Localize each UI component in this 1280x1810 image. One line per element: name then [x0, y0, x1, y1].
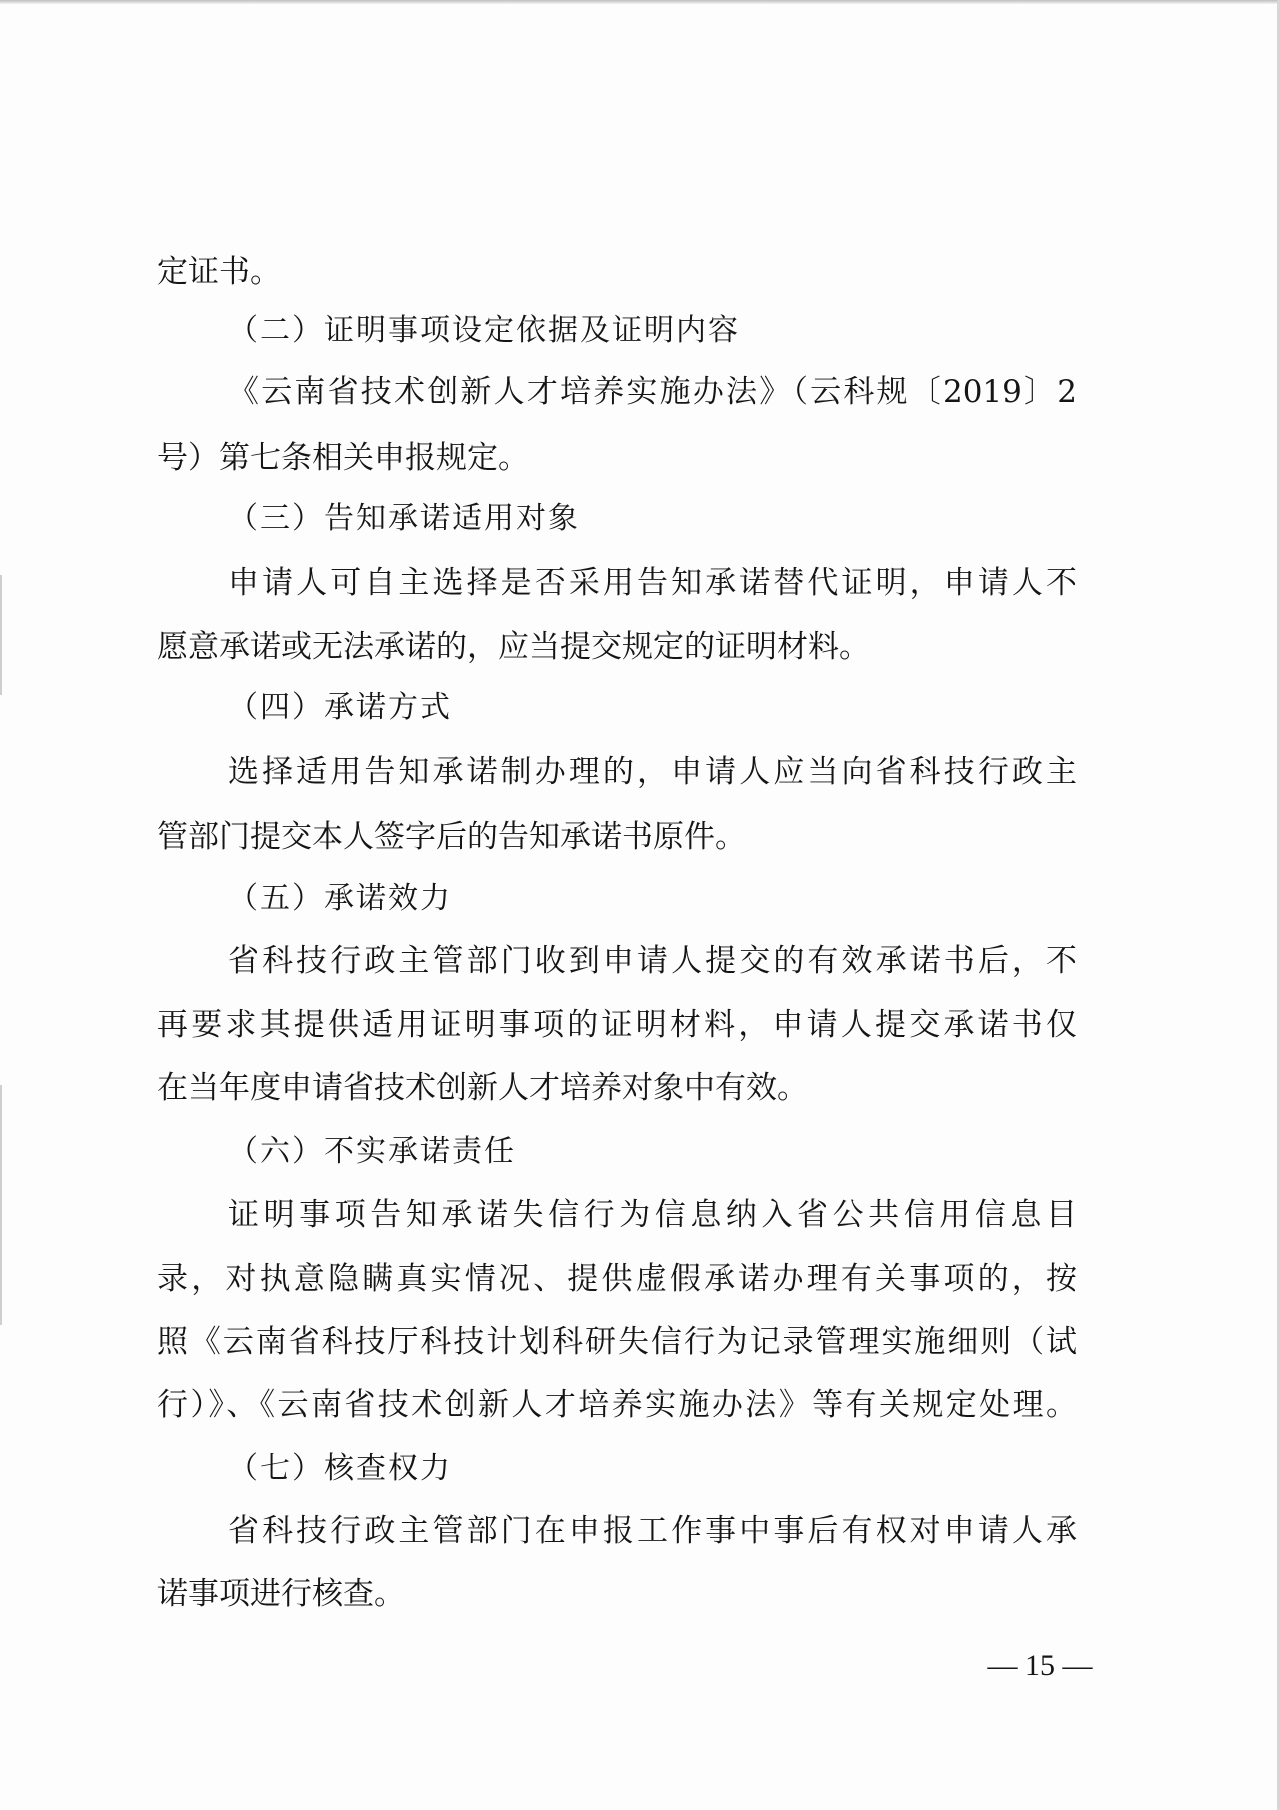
body-line: 号）第七条相关申报规定。 — [157, 440, 529, 476]
section-heading: （四）承诺方式 — [228, 690, 452, 725]
page-number: — 15 — — [987, 1649, 1093, 1682]
body-line: 申请人可自主选择是否采用告知承诺替代证明，申请人不 — [228, 565, 1077, 601]
scan-edge — [0, 0, 1280, 4]
body-line: 录，对执意隐瞒真实情况、提供虚假承诺办理有关事项的，按 — [157, 1261, 1077, 1297]
section-heading: （三）告知承诺适用对象 — [228, 501, 580, 536]
body-line: 照《云南省科技厅科技计划科研失信行为记录管理实施细则（试 — [157, 1324, 1077, 1360]
body-line: 再要求其提供适用证明事项的证明材料，申请人提交承诺书仅 — [157, 1007, 1077, 1043]
body-line: 《云南省技术创新人才培养实施办法》（云科规〔2019〕2 — [228, 374, 1077, 410]
body-line: 省科技行政主管部门在申报工作事中事后有权对申请人承 — [228, 1513, 1077, 1549]
body-line: 选择适用告知承诺制办理的，申请人应当向省科技行政主 — [228, 754, 1077, 790]
section-heading: （五）承诺效力 — [228, 881, 452, 916]
section-heading: （二）证明事项设定依据及证明内容 — [228, 313, 740, 348]
body-line: 在当年度申请省技术创新人才培养对象中有效。 — [157, 1070, 808, 1106]
body-line: 证明事项告知承诺失信行为信息纳入省公共信用信息目 — [228, 1197, 1077, 1233]
body-line: 管部门提交本人签字后的告知承诺书原件。 — [157, 819, 746, 855]
body-line: 愿意承诺或无法承诺的，应当提交规定的证明材料。 — [157, 629, 870, 665]
body-line: 定证书。 — [157, 254, 281, 290]
binding-mark — [0, 575, 10, 695]
section-heading: （六）不实承诺责任 — [228, 1134, 516, 1169]
body-line: 行）》、《云南省技术创新人才培养实施办法》等有关规定处理。 — [157, 1387, 1077, 1423]
binding-mark — [0, 1085, 10, 1325]
section-heading: （七）核查权力 — [228, 1451, 452, 1486]
body-line: 诺事项进行核查。 — [157, 1576, 405, 1612]
body-line: 省科技行政主管部门收到申请人提交的有效承诺书后，不 — [228, 943, 1077, 979]
